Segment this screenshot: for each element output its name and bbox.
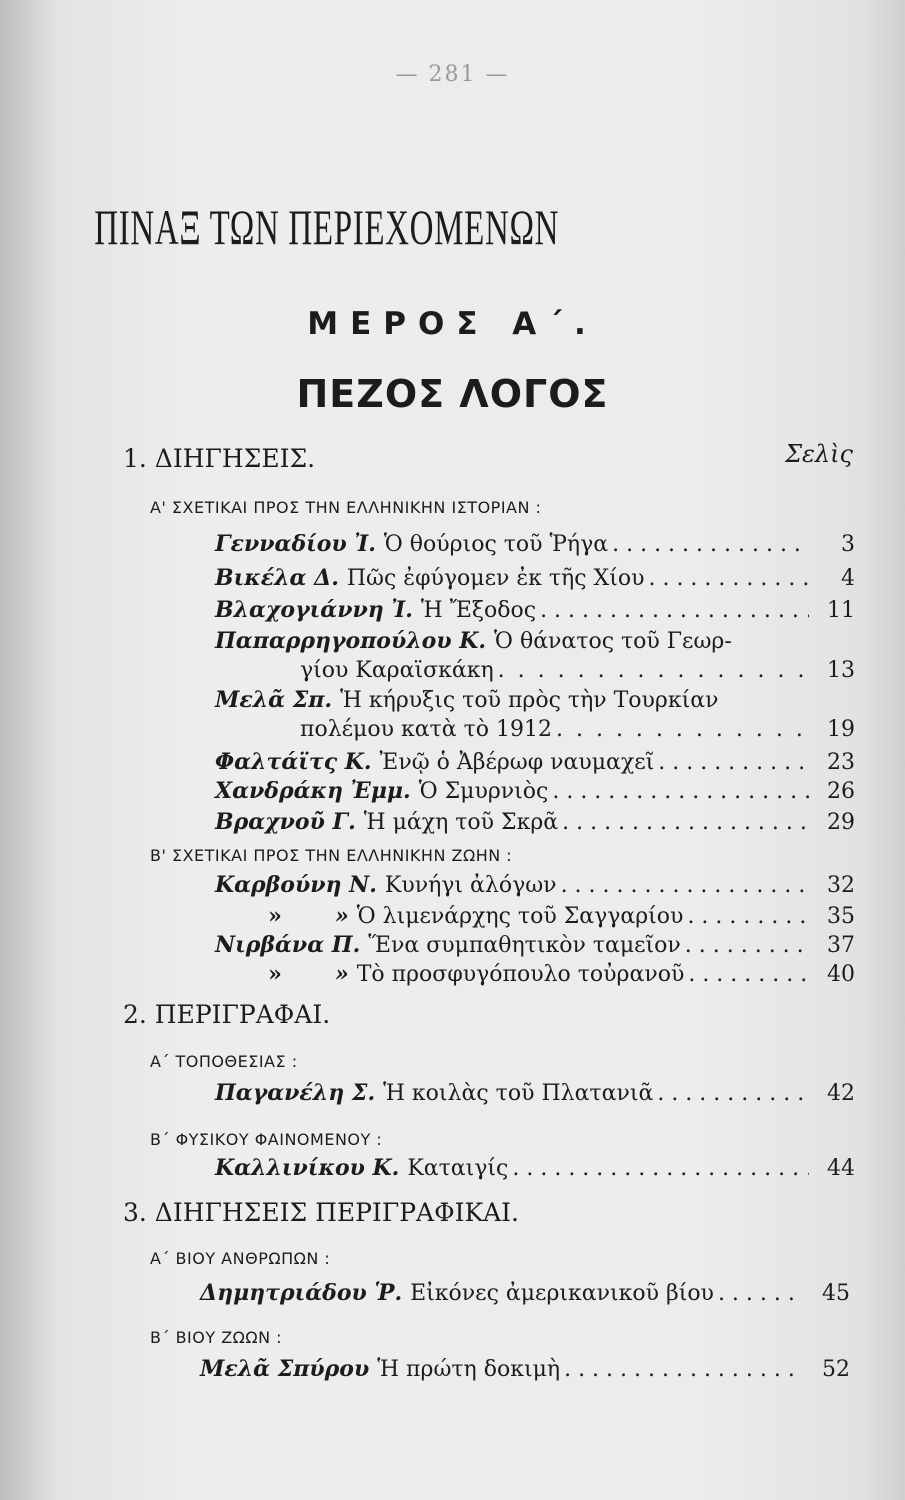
dot-leader — [648, 566, 809, 591]
toc-entry[interactable] — [215, 531, 855, 561]
section-heading: 3. ΔΙΗΓΗΣΕΙΣ ΠΕΡΙΓΡΑΦΙΚΑΙ. — [123, 1198, 519, 1227]
toc-entry[interactable] — [215, 628, 855, 658]
entry-title: Πῶς ἐφύγομεν ἐκ τῆς Χίου — [346, 566, 645, 591]
entry-page: 4 — [841, 566, 855, 591]
dot-leader — [612, 532, 809, 557]
entry-author: Βραχνοῦ Γ. — [215, 809, 356, 835]
toc-entry-continuation — [300, 717, 855, 747]
entry-author: Νιρβάνα Π. — [215, 932, 361, 958]
page-title: ΠΙΝΑΞ ΤΩΝ ΠΕΡΙΕΧΟΜΕΝΩΝ — [94, 199, 560, 255]
toc-entry[interactable] — [215, 597, 855, 627]
dot-leader — [564, 1357, 804, 1382]
entry-page: 11 — [827, 598, 855, 623]
section-heading: 2. ΠΕΡΙΓΡΑΦΑΙ. — [123, 1000, 331, 1029]
dot-leader — [540, 598, 809, 623]
toc-entry-continuation — [300, 658, 855, 688]
toc-entry[interactable] — [215, 932, 855, 962]
subheading: Α' ΣΧΕΤΙΚΑΙ ΠΡΟΣ ΤΗΝ ΕΛΛΗΝΙΚΗΝ ΙΣΤΟΡΙΑΝ : — [150, 498, 542, 517]
dot-leader — [556, 717, 809, 742]
entry-title: Ἡ κήρυξις τοῦ πρὸς τὴν Τουρκίαν — [340, 688, 719, 713]
entry-author: Καρβούνη Ν. — [215, 872, 377, 898]
dot-leader — [512, 1156, 809, 1181]
page-number: — 281 — — [395, 62, 510, 87]
ditto-mark: » — [335, 961, 349, 987]
subheading: Β΄ ΦΥΣΙΚΟΥ ΦΑΙΝΟΜΕΝΟΥ : — [150, 1130, 383, 1149]
entry-author: Βλαχογιάννη Ἰ. — [215, 597, 413, 623]
toc-entry[interactable] — [215, 961, 855, 991]
toc-entry[interactable] — [215, 903, 855, 933]
entry-page: 29 — [827, 810, 855, 835]
entry-title: Ἡ κοιλὰς τοῦ Πλατανιᾶ — [383, 1081, 654, 1106]
dot-leader — [718, 1281, 804, 1306]
toc-entry[interactable] — [215, 749, 855, 779]
entry-author: Γενναδίου Ἰ. — [215, 531, 376, 557]
dot-leader — [658, 750, 809, 775]
entry-title: Ἡ μάχη τοῦ Σκρᾶ — [363, 810, 559, 835]
toc-entry[interactable] — [215, 1155, 855, 1185]
entry-author: Παπαρρηγοπούλου Κ. — [215, 628, 487, 654]
entry-page: 35 — [827, 904, 855, 929]
dot-leader — [561, 873, 809, 898]
toc-entry[interactable] — [215, 565, 855, 595]
toc-entry[interactable] — [215, 809, 855, 839]
entry-author: Βικέλα Δ. — [215, 565, 339, 591]
subheading: Β΄ ΒΙΟΥ ΖΩΩΝ : — [150, 1328, 283, 1347]
entry-page: 44 — [827, 1156, 855, 1181]
toc-entry[interactable] — [200, 1356, 850, 1386]
section-heading: 1. ΔΙΗΓΗΣΕΙΣ. — [123, 444, 316, 473]
entry-title: πολέμου κατὰ τὸ 1912 — [300, 717, 552, 742]
entry-title: Ὁ Σμυρνιὸς — [418, 779, 549, 804]
subheading: Β' ΣΧΕΤΙΚΑΙ ΠΡΟΣ ΤΗΝ ΕΛΛΗΝΙΚΗΝ ΖΩΗΝ : — [150, 846, 513, 865]
ditto-mark: » — [268, 903, 282, 929]
toc-entry[interactable] — [215, 778, 855, 808]
toc-entry[interactable] — [215, 872, 855, 902]
entry-title: Ἕνα συμπαθητικὸν ταμεῖον — [368, 933, 681, 958]
entry-page: 52 — [822, 1357, 850, 1382]
entry-author: Χανδράκη Ἐμμ. — [215, 778, 411, 804]
entry-page: 45 — [822, 1281, 850, 1306]
entry-author: Παγανέλη Σ. — [215, 1080, 376, 1106]
entry-author: Μελᾶ Σπύρου — [200, 1356, 370, 1382]
entry-page: 3 — [841, 532, 855, 557]
entry-title: γίου Καραϊσκάκη — [300, 658, 494, 683]
part-title: ΜΕΡΟΣ Α΄. — [307, 306, 598, 342]
dot-leader — [498, 658, 809, 683]
entry-author: Δημητριάδου Ῥ. — [200, 1280, 403, 1306]
ditto-mark: » — [268, 961, 282, 987]
entry-title: Ὁ θάνατος τοῦ Γεωρ- — [494, 629, 732, 654]
toc-entry[interactable] — [215, 687, 855, 717]
entry-title: Ὁ θούριος τοῦ Ῥήγα — [383, 532, 609, 557]
toc-entry[interactable] — [200, 1280, 850, 1310]
entry-page: 13 — [827, 658, 855, 683]
page-column-label: Σελὶς — [785, 440, 853, 468]
dot-leader — [688, 962, 809, 987]
entry-title: Ἡ Ἔξοδος — [420, 598, 537, 623]
entry-title: Καταιγίς — [407, 1156, 509, 1181]
entry-page: 37 — [827, 933, 855, 958]
entry-author: Φαλτάϊτς Κ. — [215, 749, 372, 775]
entry-title: Ἐνῷ ὁ Ἀβέρωφ ναυμαχεῖ — [379, 750, 655, 775]
entry-page: 42 — [827, 1081, 855, 1106]
entry-title: Τὸ προσφυγόπουλο τοὐρανοῦ — [356, 962, 685, 987]
dot-leader — [552, 779, 809, 804]
entry-title: Κυνήγι ἀλόγων — [384, 873, 557, 898]
dot-leader — [687, 904, 809, 929]
entry-page: 32 — [827, 873, 855, 898]
entry-page: 19 — [827, 717, 855, 742]
entry-author: Μελᾶ Σπ. — [215, 687, 333, 713]
entry-page: 23 — [827, 750, 855, 775]
dot-leader — [657, 1081, 809, 1106]
dot-leader — [685, 933, 809, 958]
entry-title: Εἰκόνες ἀμερικανικοῦ βίου — [410, 1281, 714, 1306]
subheading: Α΄ ΒΙΟΥ ΑΝΘΡΩΠΩΝ : — [150, 1249, 331, 1268]
toc-entry[interactable] — [215, 1080, 855, 1110]
entry-author: Καλλινίκου Κ. — [215, 1155, 400, 1181]
entry-page: 40 — [827, 962, 855, 987]
entry-title: Ὁ λιμενάρχης τοῦ Σαγγαρίου — [356, 904, 684, 929]
ditto-mark: » — [335, 903, 349, 929]
subheading: Α΄ ΤΟΠΟΘΕΣΙΑΣ : — [150, 1052, 298, 1071]
genre-title: ΠΕΖΟΣ ΛΟΓΟΣ — [296, 372, 609, 416]
dot-leader — [562, 810, 809, 835]
entry-title: Ἡ πρώτη δοκιμὴ — [377, 1357, 561, 1382]
entry-page: 26 — [827, 779, 855, 804]
